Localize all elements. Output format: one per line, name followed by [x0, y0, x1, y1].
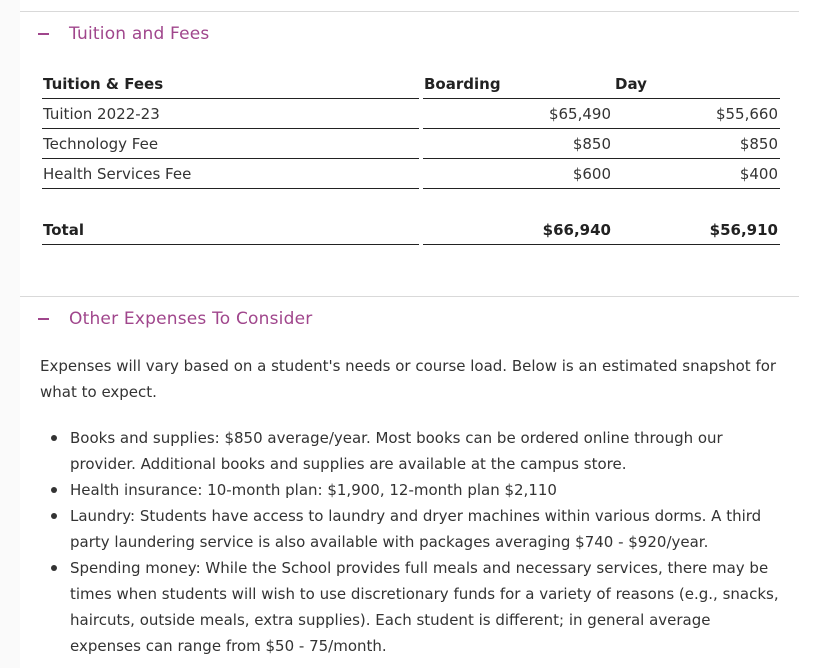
row-label: Technology Fee [43, 135, 159, 153]
row-boarding-value: $600 [572, 165, 611, 183]
row-boarding-value: $65,490 [548, 105, 611, 123]
total-underline [42, 244, 419, 245]
row-underline [42, 128, 419, 129]
list-item-text: Laundry: Students have access to laundry and dryer machines within various dorms. A third party laundering service is also available with packages averaging $740 - $920/year. [70, 507, 762, 551]
row-label: Health Services Fee [43, 165, 192, 183]
table-header-label: Tuition & Fees [43, 75, 164, 93]
table-header-boarding: Boarding [424, 75, 501, 93]
bullet-icon [51, 487, 57, 493]
accordion-other-expenses-header[interactable] [38, 309, 312, 329]
bullet-icon [51, 435, 57, 441]
list-item [40, 477, 785, 503]
minus-icon [38, 318, 49, 320]
accordion-tuition-header[interactable] [38, 24, 209, 44]
list-item-text: Spending money: While the School provides full meals and necessary services, there may be times when students will wish to use discretionary funds for a variety of reasons (e.g., snacks, haircuts, outside meals, extra supplies). Each student is different; in general average expenses can range from $50 - 75/month. [70, 559, 779, 655]
accordion-other-expenses-title: Other Expenses To Consider [69, 309, 313, 329]
other-expenses-intro: Expenses will vary based on a student's needs or course load. Below is an estimated snapshot for what to expect. [40, 357, 777, 401]
header-underline [42, 98, 419, 99]
expenses-list [40, 425, 785, 659]
list-item-text: Books and supplies: $850 average/year. Most books can be ordered online through our provider. Additional books and supplies are available at the campus store. [70, 429, 723, 473]
list-item [40, 425, 785, 477]
total-boarding-value: $66,940 [542, 221, 611, 239]
row-underline [42, 158, 419, 159]
divider-middle [20, 296, 799, 297]
bullet-icon [51, 513, 57, 519]
total-underline [423, 244, 780, 245]
row-label: Tuition 2022-23 [43, 105, 160, 123]
row-day-value: $850 [739, 135, 778, 153]
total-label: Total [43, 221, 84, 239]
row-day-value: $55,660 [715, 105, 778, 123]
row-day-value: $400 [739, 165, 778, 183]
accordion-tuition-title: Tuition and Fees [69, 24, 210, 44]
list-item [40, 555, 785, 659]
minus-icon [38, 33, 49, 35]
bullet-icon [51, 565, 57, 571]
header-underline [423, 98, 780, 99]
table-header-day: Day [615, 75, 647, 93]
list-item-text: Health insurance: 10-month plan: $1,900, 12-month plan $2,110 [70, 481, 557, 499]
row-underline [423, 158, 780, 159]
total-day-value: $56,910 [709, 221, 778, 239]
row-boarding-value: $850 [572, 135, 611, 153]
row-underline [423, 128, 780, 129]
row-underline [423, 188, 780, 189]
list-item [40, 503, 785, 555]
left-gutter [0, 0, 20, 668]
row-underline [42, 188, 419, 189]
divider-top [20, 11, 799, 12]
